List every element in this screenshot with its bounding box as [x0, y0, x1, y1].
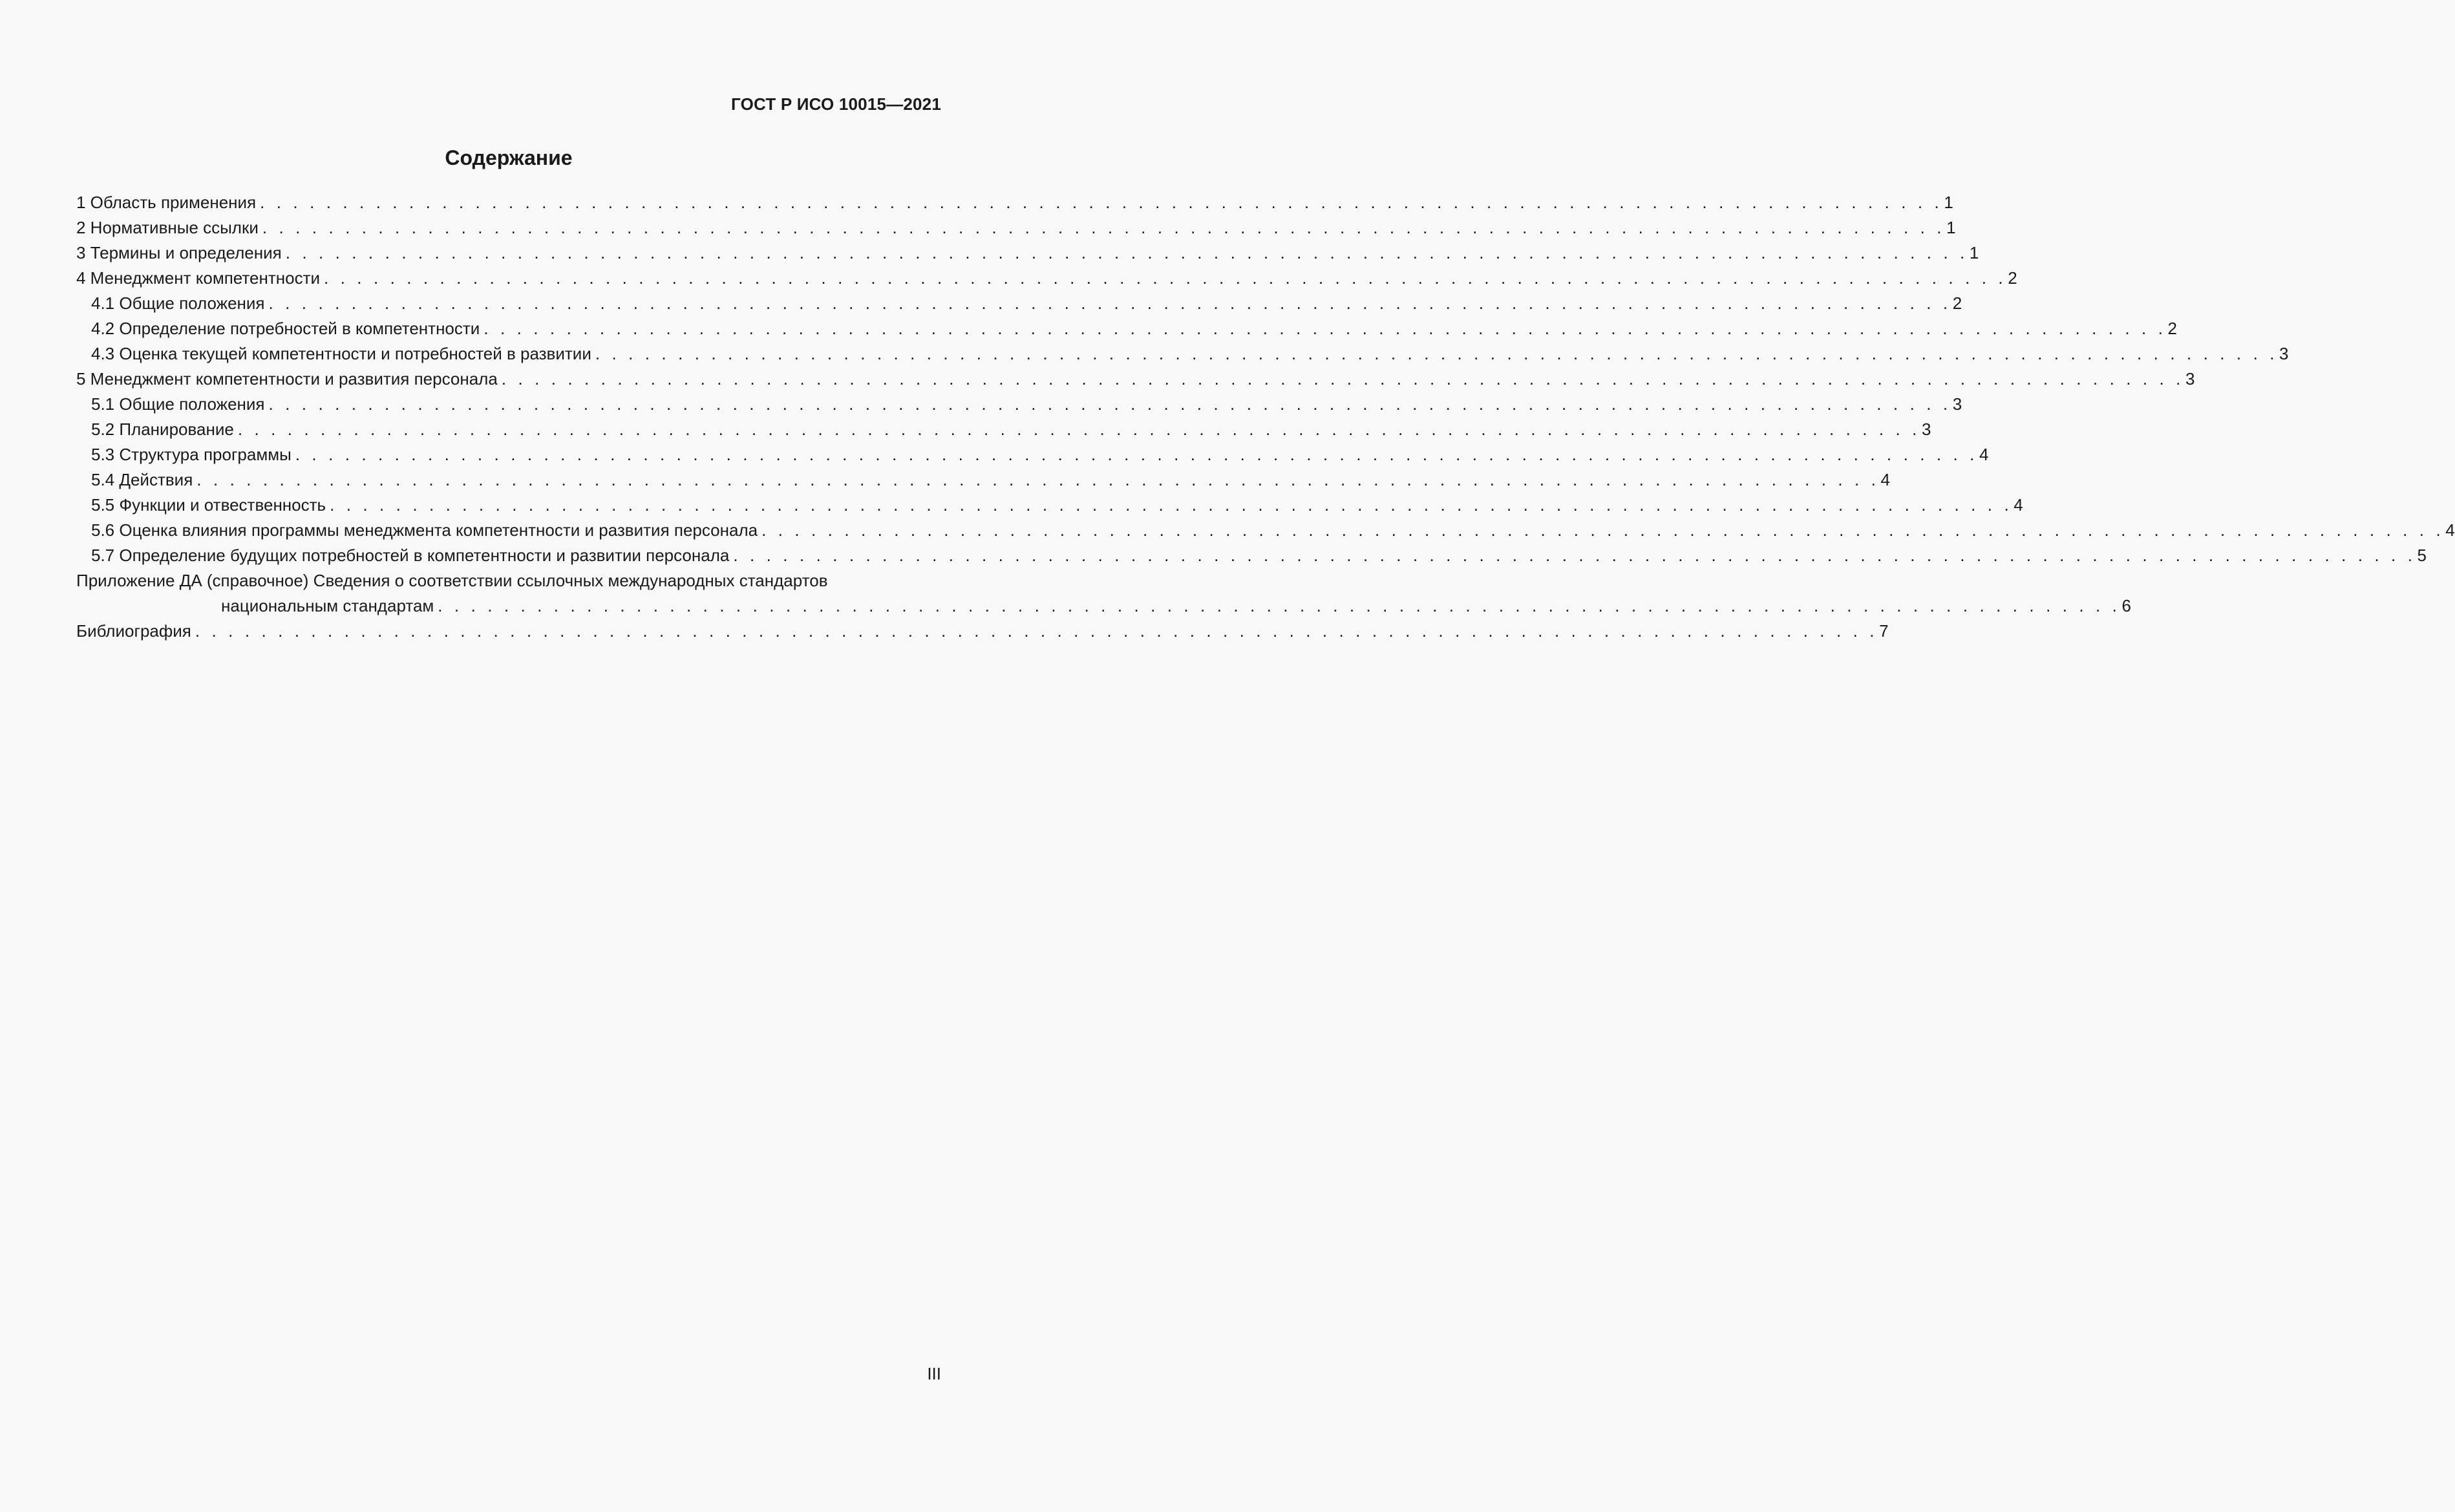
toc-entry[interactable] [76, 240, 1979, 266]
dot-leader: . . . . . . . . . . . . . . . . . . . . . . . . . . . . . . . . . . . . . . . . . . . . . . . . . . . . . . . . . . . . . . . . . . . . . . . . . . . . . . . . . . . . . . . . . . . . . . . . . . . . . . [324, 268, 2007, 288]
toc-entry-label: 5.5 Функции и отвественность [91, 495, 326, 515]
toc-entry-page: 1 [1969, 243, 1979, 262]
toc-entry-page: 3 [2279, 344, 2289, 363]
toc-entry-page: 2 [1952, 293, 1962, 313]
dot-leader: . . . . . . . . . . . . . . . . . . . . . . . . . . . . . . . . . . . . . . . . . . . . . . . . . . . . . . . . . . . . . . . . . . . . . . . . . . . . . . . . . . . . . . . . . . . . . . . . . . . . . . [260, 193, 1943, 212]
toc-entry-label: 5.3 Структура программы [91, 445, 292, 464]
toc-entry-label: 5.4 Действия [91, 470, 193, 489]
document-code: ГОСТ Р ИСО 10015—2021 [730, 94, 941, 114]
toc-entry-page: 5 [2417, 546, 2427, 565]
toc-entry-page: 4 [1880, 470, 1890, 489]
toc-entry-page: 2 [2008, 268, 2017, 288]
toc-entry-label: 4 Менеджмент компетентности [76, 268, 320, 288]
toc-entry-page: 2 [2167, 319, 2177, 338]
toc-entry[interactable] [76, 417, 1931, 442]
toc-entry[interactable] [76, 367, 2195, 392]
toc-entry-label: 5.6 Оценка влияния программы менеджмента компетентности и развития персонала [91, 520, 758, 540]
toc-entry-label: Приложение ДА (справочное) Сведения о соответствии ссылочных международных стандартов [76, 571, 828, 590]
toc-entry-label: 4.1 Общие положения [91, 293, 265, 313]
toc-entry[interactable] [76, 190, 1953, 215]
toc-entry-annex-continuation[interactable] [76, 593, 2131, 619]
toc-entry-label: национальным стандартам [221, 596, 434, 615]
toc-entry-label: 3 Термины и определения [76, 243, 282, 262]
toc-entry[interactable] [76, 392, 1962, 417]
toc-entry-annex[interactable] [76, 568, 941, 593]
dot-leader: . . . . . . . . . . . . . . . . . . . . . . . . . . . . . . . . . . . . . . . . . . . . . . . . . . . . . . . . . . . . . . . . . . . . . . . . . . . . . . . . . . . . . . . . . . . . . . . . . . . . . . [330, 495, 2013, 515]
toc-entry[interactable] [76, 518, 2455, 543]
toc-entry-label: Библиография [76, 621, 191, 641]
toc-entry[interactable] [76, 266, 2017, 291]
toc-entry-label: 5.7 Определение будущих потребностей в компетентности и развитии персонала [91, 546, 730, 565]
toc-entry[interactable] [76, 493, 2023, 518]
dot-leader: . . . . . . . . . . . . . . . . . . . . . . . . . . . . . . . . . . . . . . . . . . . . . . . . . . . . . . . . . . . . . . . . . . . . . . . . . . . . . . . . . . . . . . . . . . . . . . . . . . . . . . [733, 546, 2416, 565]
dot-leader: . . . . . . . . . . . . . . . . . . . . . . . . . . . . . . . . . . . . . . . . . . . . . . . . . . . . . . . . . . . . . . . . . . . . . . . . . . . . . . . . . . . . . . . . . . . . . . . . . . . . . . [262, 218, 1946, 237]
dot-leader: . . . . . . . . . . . . . . . . . . . . . . . . . . . . . . . . . . . . . . . . . . . . . . . . . . . . . . . . . . . . . . . . . . . . . . . . . . . . . . . . . . . . . . . . . . . . . . . . . . . . . . [595, 344, 2279, 363]
toc-entry-page: 4 [2014, 495, 2023, 515]
toc-entry-page: 6 [2121, 596, 2131, 615]
toc-entry[interactable] [76, 543, 2427, 568]
toc-entry-label: 2 Нормативные ссылки [76, 218, 259, 237]
toc-entry-page: 3 [1952, 394, 1962, 414]
dot-leader: . . . . . . . . . . . . . . . . . . . . . . . . . . . . . . . . . . . . . . . . . . . . . . . . . . . . . . . . . . . . . . . . . . . . . . . . . . . . . . . . . . . . . . . . . . . . . . . . . . . . . . [484, 319, 2167, 338]
toc-entry-label: 4.2 Определение потребностей в компетентности [91, 319, 480, 338]
toc-entry-page: 3 [2185, 369, 2195, 389]
toc-entry-page: 4 [2445, 520, 2455, 540]
dot-leader: . . . . . . . . . . . . . . . . . . . . . . . . . . . . . . . . . . . . . . . . . . . . . . . . . . . . . . . . . . . . . . . . . . . . . . . . . . . . . . . . . . . . . . . . . . . . . . . . . . . . . . [285, 243, 1968, 262]
dot-leader: . . . . . . . . . . . . . . . . . . . . . . . . . . . . . . . . . . . . . . . . . . . . . . . . . . . . . . . . . . . . . . . . . . . . . . . . . . . . . . . . . . . . . . . . . . . . . . . . . . . . . . [268, 293, 1951, 313]
toc-title: Содержание [445, 146, 573, 169]
toc-entry-label: 1 Область применения [76, 193, 257, 212]
dot-leader: . . . . . . . . . . . . . . . . . . . . . . . . . . . . . . . . . . . . . . . . . . . . . . . . . . . . . . . . . . . . . . . . . . . . . . . . . . . . . . . . . . . . . . . . . . . . . . . . . . . . . . [501, 369, 2184, 389]
dot-leader: . . . . . . . . . . . . . . . . . . . . . . . . . . . . . . . . . . . . . . . . . . . . . . . . . . . . . . . . . . . . . . . . . . . . . . . . . . . . . . . . . . . . . . . . . . . . . . . . . . . . . . [237, 420, 1921, 439]
dot-leader: . . . . . . . . . . . . . . . . . . . . . . . . . . . . . . . . . . . . . . . . . . . . . . . . . . . . . . . . . . . . . . . . . . . . . . . . . . . . . . . . . . . . . . . . . . . . . . . . . . . . . . [295, 445, 1978, 464]
toc-entry-label: 5 Менеджмент компетентности и развития персонала [76, 369, 498, 389]
dot-leader: . . . . . . . . . . . . . . . . . . . . . . . . . . . . . . . . . . . . . . . . . . . . . . . . . . . . . . . . . . . . . . . . . . . . . . . . . . . . . . . . . . . . . . . . . . . . . . . . . . . . . . [438, 596, 2121, 615]
dot-leader: . . . . . . . . . . . . . . . . . . . . . . . . . . . . . . . . . . . . . . . . . . . . . . . . . . . . . . . . . . . . . . . . . . . . . . . . . . . . . . . . . . . . . . . . . . . . . . . . . . . . . . [197, 470, 1880, 489]
dot-leader: . . . . . . . . . . . . . . . . . . . . . . . . . . . . . . . . . . . . . . . . . . . . . . . . . . . . . . . . . . . . . . . . . . . . . . . . . . . . . . . . . . . . . . . . . . . . . . . . . . . . . . [268, 394, 1951, 414]
table-of-contents [76, 190, 2455, 644]
toc-entry-page: 1 [1946, 218, 1956, 237]
toc-entry-page: 7 [1879, 621, 1889, 641]
toc-entry[interactable] [76, 215, 1956, 240]
toc-entry[interactable] [76, 291, 1962, 316]
toc-entry[interactable] [76, 467, 1890, 493]
toc-entry[interactable] [76, 442, 1989, 467]
page-number: III [927, 1364, 941, 1383]
toc-entry-label: 5.2 Планирование [91, 420, 234, 439]
toc-entry-page: 4 [1979, 445, 1989, 464]
toc-entry[interactable] [76, 619, 1889, 644]
dot-leader: . . . . . . . . . . . . . . . . . . . . . . . . . . . . . . . . . . . . . . . . . . . . . . . . . . . . . . . . . . . . . . . . . . . . . . . . . . . . . . . . . . . . . . . . . . . . . . . . . . . . . . [761, 520, 2445, 540]
toc-entry-label: 5.1 Общие положения [91, 394, 265, 414]
dot-leader: . . . . . . . . . . . . . . . . . . . . . . . . . . . . . . . . . . . . . . . . . . . . . . . . . . . . . . . . . . . . . . . . . . . . . . . . . . . . . . . . . . . . . . . . . . . . . . . . . . . . . . [195, 621, 1878, 641]
toc-entry[interactable] [76, 316, 2177, 341]
toc-entry-page: 1 [1944, 193, 1953, 212]
toc-entry-page: 3 [1922, 420, 1931, 439]
toc-entry[interactable] [76, 341, 2289, 367]
toc-entry-label: 4.3 Оценка текущей компетентности и потребностей в развитии [91, 344, 591, 363]
